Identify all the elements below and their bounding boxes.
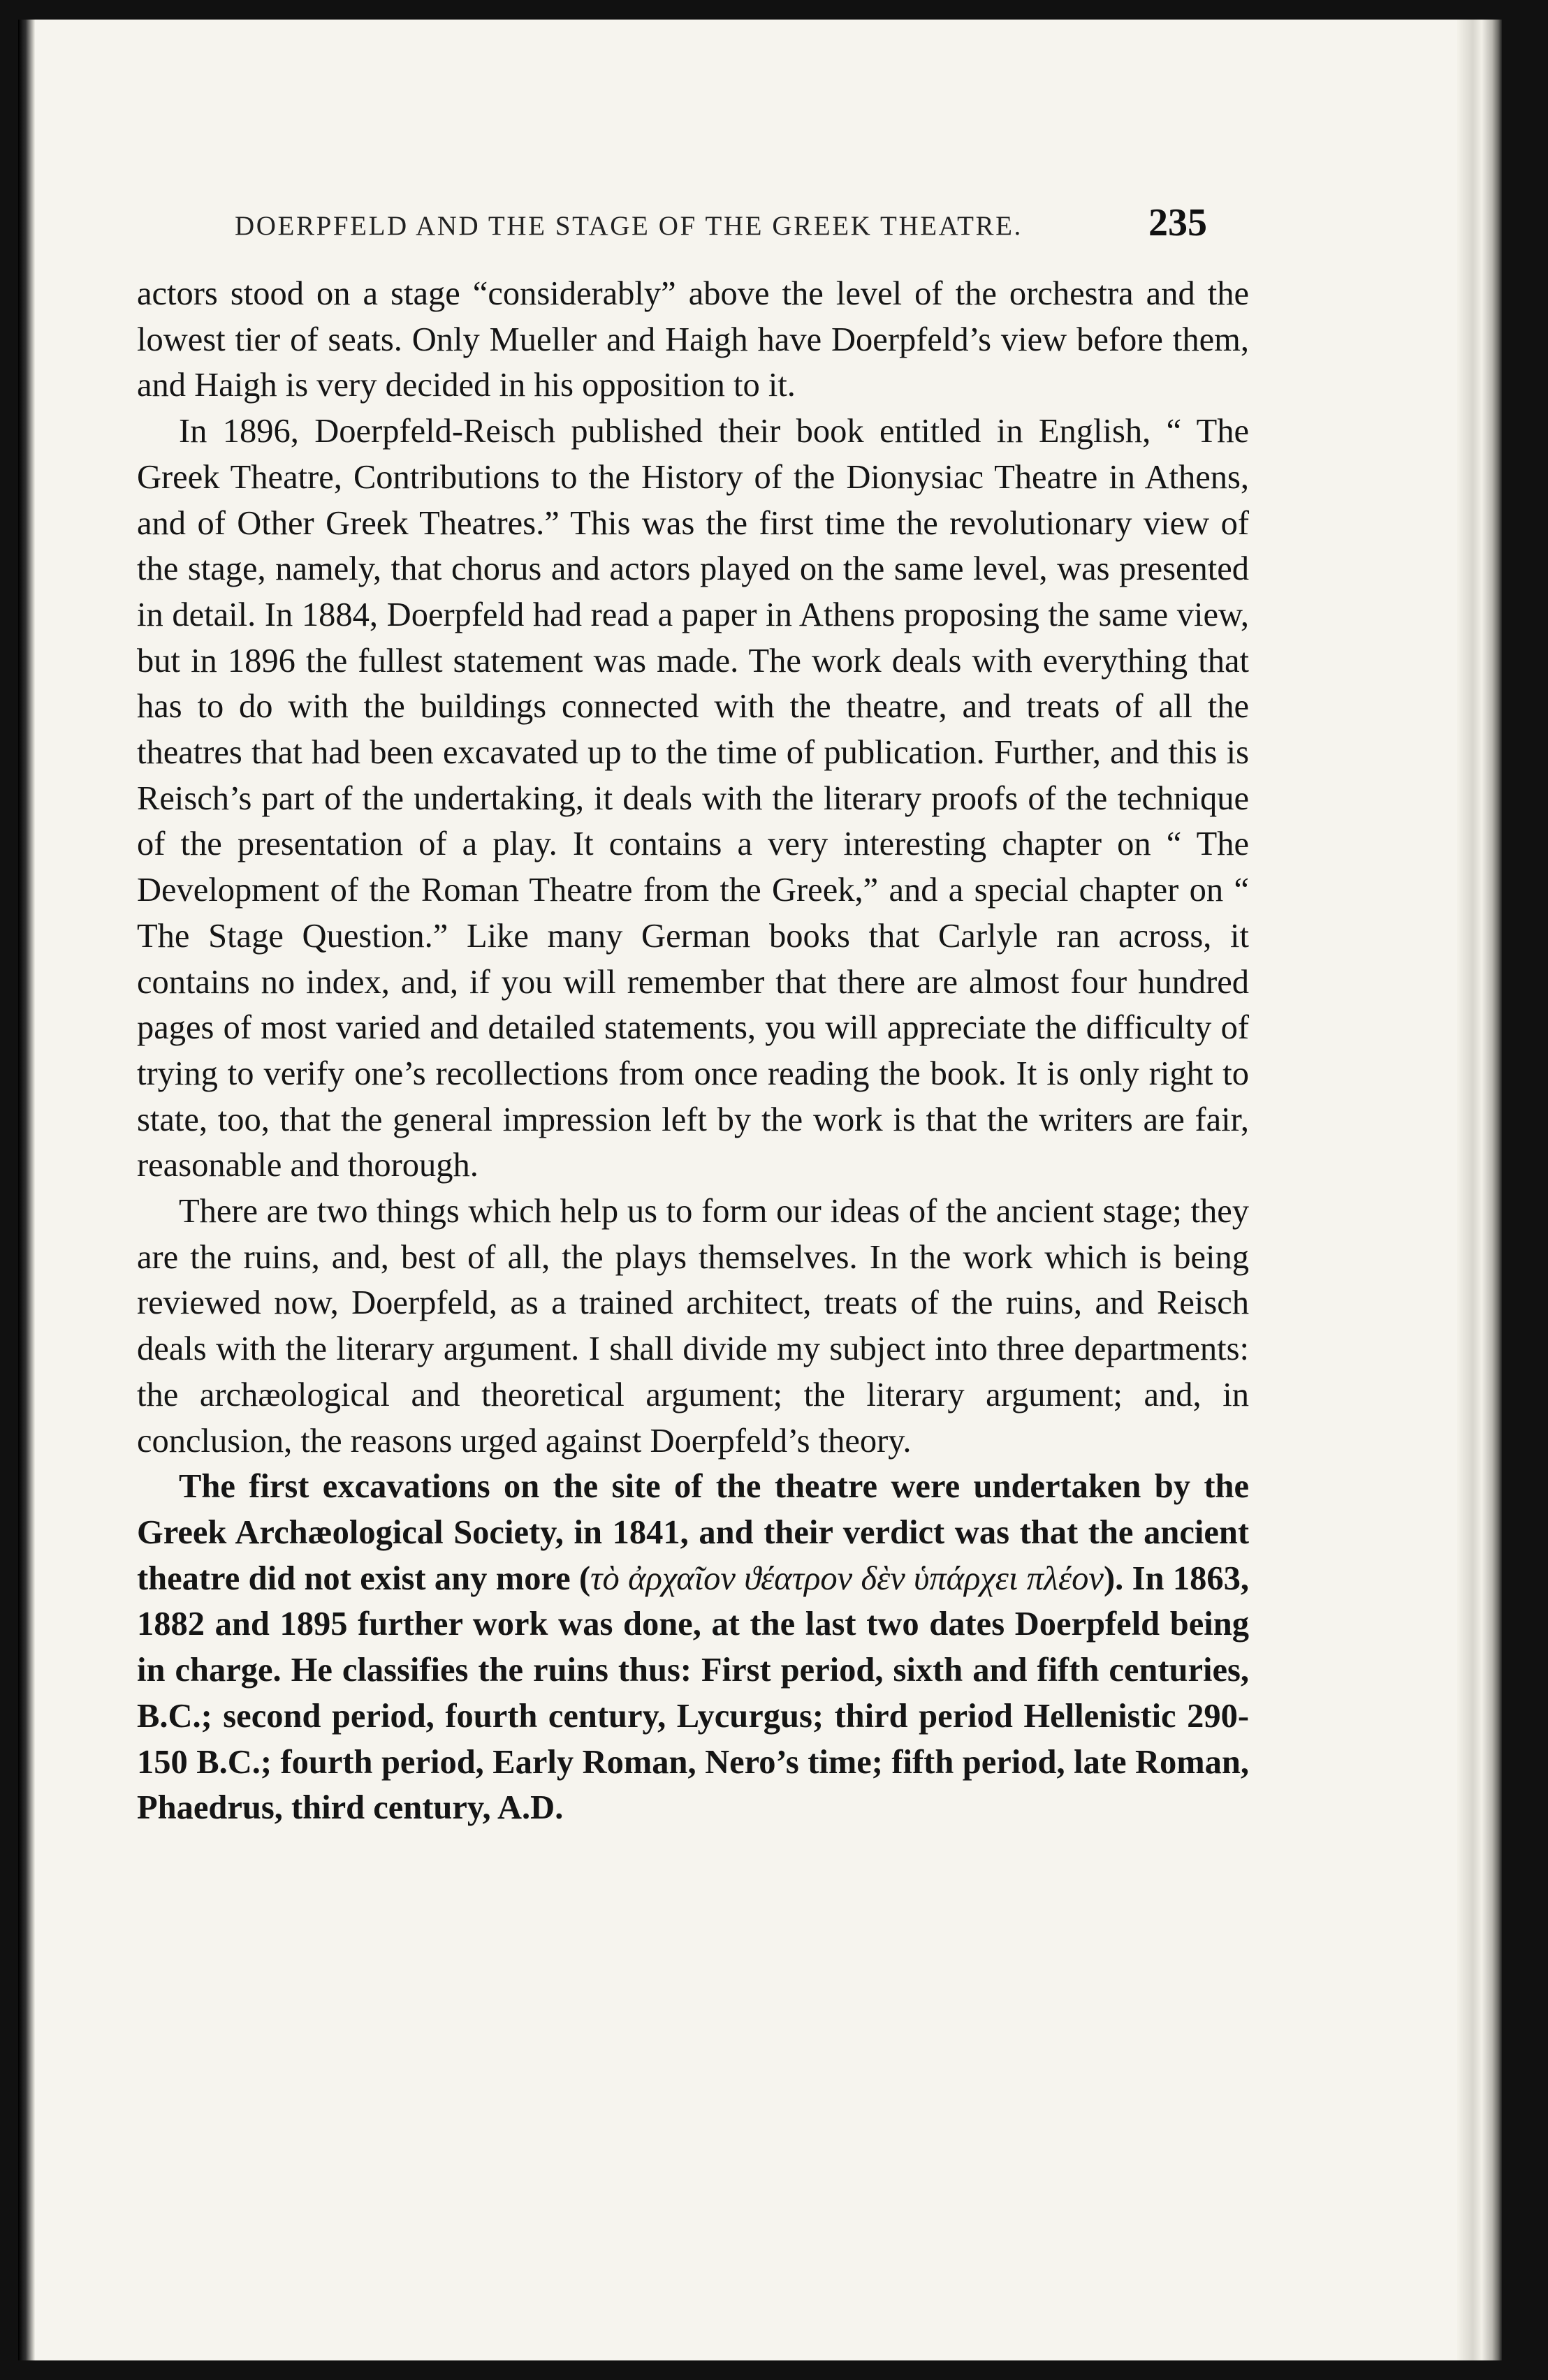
running-head	[235, 198, 1207, 254]
greek-quotation: τὸ ἀρχαῖον ϑέατρον δὲν ὑπάρχει πλέον	[590, 1559, 1104, 1597]
page-left-edge-shadow	[18, 20, 35, 2360]
body-text	[137, 271, 1249, 1831]
page-right-edge-stack	[1457, 20, 1502, 2360]
paragraph-1: actors stood on a stage “considerably” above the level of the orchestra and the lowest tier of seats. Only Mueller and Haigh have Doerpfeld’s view before them, and Haigh is very decided in his opposition to it.	[137, 275, 1249, 404]
paragraph-4-text-after: ). In 1863, 1882 and 1895 further work was done, at the last two dates Doerpfeld being in charge. He classifies the ruins thus: First period, sixth and fifth centuries, B.C.; second period, fourth century, Lycurgus; third period Hellenistic 290-150 B.C.; fourth period, Early Roman, Nero’s time; fifth period, late Roman, Phaedrus, third century, A.D.	[137, 1559, 1249, 1827]
paragraph-4-text-before: The first excavations on the site of the theatre were undertaken by the Greek Archæological Society, in 1841, and their verdict was that the ancient theatre did not exist any more (	[137, 1468, 1249, 1597]
running-head-title: DOERPFELD AND THE STAGE OF THE GREEK THEATRE.	[235, 211, 1023, 241]
paragraph-4	[137, 1464, 1249, 1831]
book-page	[18, 20, 1502, 2360]
page-number: 235	[1148, 201, 1207, 244]
paragraph-3: There are two things which help us to form our ideas of the ancient stage; they are the ruins, and, best of all, the plays themselves. In the work which is being reviewed now, Doerpfeld, as a trained architect, treats of the ruins, and Reisch deals with the literary argument. I shall divide my subject into three departments: the archæological and theoretical argument; the literary argument; and, in conclusion, the reasons urged against Doerpfeld’s theory.	[137, 1193, 1249, 1460]
paragraph-2: In 1896, Doerpfeld-Reisch published their book entitled in English, “ The Greek Theatre, Contributions to the History of the Dionysiac Theatre in Athens, and of Other Greek Theatres.” This was the first time the revolutionary view of the stage, namely, that chorus and actors played on the same level, was presented in detail. In 1884, Doerpfeld had read a paper in Athens proposing the same view, but in 1896 the fullest statement was made. The work deals with everything that has to do with the buildings connected with the theatre, and treats of all the theatres that had been excavated up to the time of publication. Further, and this is Reisch’s part of the undertaking, it deals with the literary proofs of the technique of the presentation of a play. It contains a very interesting chapter on “ The Development of the Roman Theatre from the Greek,” and a special chapter on “ The Stage Question.” Like many German books that Carlyle ran across, it contains no index, and, if you will remember that there are almost four hundred pages of most varied and detailed statements, you will appreciate the difficulty of trying to verify one’s recollections from once reading the book. It is only right to state, too, that the general impression left by the work is that the writers are fair, reasonable and thorough.	[137, 413, 1249, 1184]
